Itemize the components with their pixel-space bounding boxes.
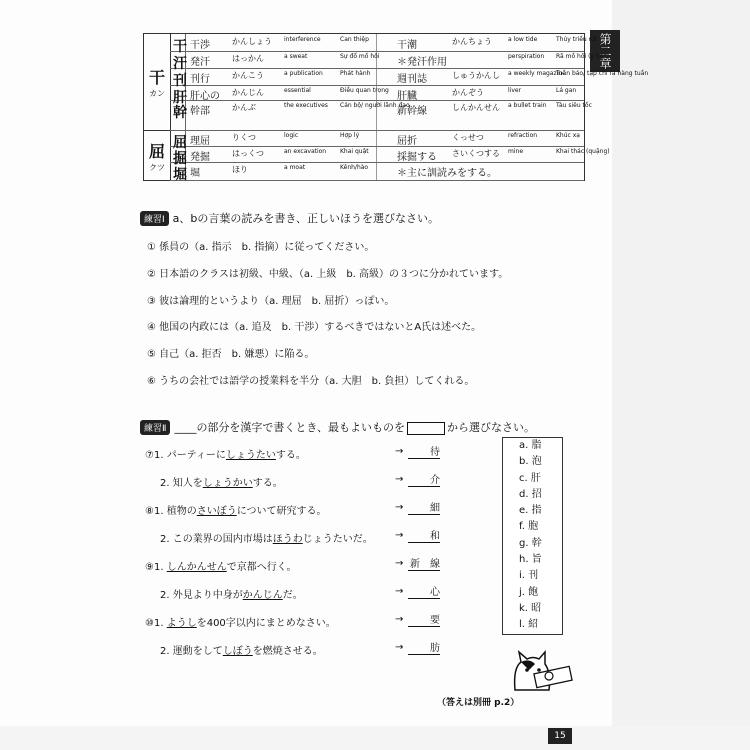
vocab-cell-v2: Thủy triều rút [556, 36, 598, 43]
vocab-cell-e: a moat [284, 164, 306, 171]
answer-blank[interactable]: 待 [408, 443, 440, 459]
ex1-instruction: a、bの言葉の読みを書き、正しいほうを選びなさい。 [172, 212, 439, 225]
group-kutsu [144, 130, 171, 181]
chapter-tab: 第二章 [590, 30, 620, 72]
ex2-instruction-a: ____の部分を漢字で書くとき、最もよいものを [174, 421, 405, 434]
cat-mascot-icon [505, 640, 575, 695]
vocab-cell-v: Kênh/hào [340, 164, 369, 171]
vocab-cell-v2: Rã mồ hôi (y học) [556, 53, 610, 60]
vocab-cell-w2: ＊主に訓読みをする。 [397, 168, 497, 179]
ex2-item-u: しょうかい [202, 478, 253, 489]
choice-item: f. 胞 [519, 521, 539, 533]
vocab-cell-w2: 肝臓 [397, 91, 417, 102]
vocab-cell-v: Sự đổ mồ hôi [340, 53, 380, 60]
answer-blank[interactable]: 介 [408, 471, 440, 487]
ex2-item-post: を燃焼させる。 [252, 646, 323, 657]
vocab-cell-w2: 新幹線 [397, 106, 427, 117]
choice-item: d. 招 [519, 488, 542, 500]
ex2-item [145, 614, 336, 629]
answer-blank[interactable]: 新 線 [408, 555, 440, 571]
vocab-cell-k: 干 [173, 39, 187, 55]
vocab-row [170, 162, 584, 181]
arrow-icon: → [395, 586, 404, 597]
vocab-cell-r2: しんかんせん [452, 103, 500, 112]
group-kan [144, 34, 171, 130]
arrow-icon: → [395, 642, 404, 653]
vocab-cell-w2: 干潮 [397, 40, 417, 51]
vocab-cell-w2: 採掘する [397, 152, 437, 163]
arrow-icon: → [395, 474, 404, 485]
choice-item: h. 旨 [519, 554, 542, 566]
vocab-row [170, 51, 610, 72]
ex2-item [160, 530, 373, 545]
vocab-cell-k: 屈 [173, 135, 187, 151]
ex2-item [145, 446, 306, 461]
choice-item: e. 指 [519, 505, 542, 517]
group-kanji: 干 [148, 68, 165, 87]
vocab-cell-e: an excavation [284, 148, 327, 155]
choice-item: g. 幹 [519, 537, 542, 549]
choice-item: l. 紹 [519, 619, 539, 631]
choice-item: a. 脂 [519, 440, 542, 451]
choice-item: i. 刊 [519, 570, 539, 582]
vocab-cell-w: 発汗 [190, 57, 210, 68]
ex2-item [145, 502, 327, 517]
ex2-item-post: で京都へ行く。 [226, 562, 297, 573]
ex2-item-pre: 1. [153, 562, 167, 573]
ex2-item-u: しょうたい [225, 450, 276, 461]
vocab-cell-e: interference [284, 36, 321, 43]
answer-blank[interactable]: 肪 [408, 639, 440, 655]
vocab-cell-r: かんこう [232, 71, 264, 80]
vocab-cell-w2: ＊発汗作用 [397, 57, 447, 68]
vocab-cell-e: the executives [284, 102, 328, 109]
vocab-cell-e: logic [284, 132, 299, 139]
choice-item: j. 飽 [519, 586, 539, 598]
answer-blank[interactable]: 和 [408, 527, 440, 543]
ex2-instruction-b: から選びなさい。 [447, 421, 535, 434]
ex2-item-post: する。 [275, 450, 306, 461]
page-edge-right [612, 0, 750, 750]
vocab-cell-r2: くっせつ [452, 133, 484, 142]
ex2-item [160, 586, 303, 601]
vocab-cell-r2: しゅうかんし [452, 71, 500, 80]
vocab-cell-r2: かんちょう [452, 37, 492, 46]
group-reading: クツ [149, 163, 165, 172]
vocab-cell-r: はっかん [232, 54, 264, 63]
ex1-item: ① 係員の（a. 指示 b. 指摘）に従ってください。 [147, 242, 375, 253]
ex2-item-num: ⑩ [145, 618, 154, 629]
vocab-cell-w: 堀 [190, 168, 200, 179]
vocab-cell-v2: Khúc xạ [556, 132, 580, 139]
arrow-icon: → [395, 446, 404, 457]
vocab-cell-r: かんしょう [232, 37, 272, 46]
vocab-cell-r: りくつ [232, 133, 256, 142]
vocab-cell-w: 刊行 [190, 74, 210, 85]
ex1-badge: 練習Ⅰ [140, 211, 169, 226]
ex2-item-post: だ。 [282, 590, 303, 601]
vocab-cell-r2: かんぞう [452, 88, 484, 97]
vocab-cell-k: 汗 [173, 56, 187, 72]
vocab-cell-e2: perspiration [508, 53, 545, 60]
ex2-item-u: ほうわ [272, 534, 303, 545]
vocab-row [170, 68, 649, 89]
arrow-icon: → [395, 614, 404, 625]
vocab-cell-v: Cán bộ/ người lãnh đạo [340, 102, 410, 109]
ex2-item [160, 474, 283, 489]
ex2-item-num: ⑨ [145, 562, 154, 573]
vocab-cell-k: 刊 [173, 73, 187, 89]
vocab-row [170, 130, 584, 151]
ex2-item-pre: 1. 植物の [153, 506, 197, 517]
ex1-item: ② 日本語のクラスは初級、中級、（a. 上級 b. 高級）の３つに分かれています。 [147, 269, 509, 280]
vocab-cell-e2: mine [508, 148, 524, 155]
vocab-cell-w: 干渉 [190, 40, 210, 51]
vocab-cell-w: 幹部 [190, 106, 210, 117]
choice-item: c. 肝 [519, 472, 541, 484]
arrow-icon: → [395, 558, 404, 569]
vocab-cell-v2: Lá gan [556, 87, 577, 94]
vocab-cell-r: はっくつ [232, 149, 264, 158]
ex2-item-pre: 2. 運動をして [160, 646, 223, 657]
answer-blank[interactable]: 要 [408, 611, 440, 627]
vocab-cell-k: 幹 [173, 105, 187, 121]
vocab-cell-w: 肝心の [190, 91, 220, 102]
ex2-item-u: かんじん [242, 590, 283, 601]
vocab-cell-r: かんじん [232, 88, 264, 97]
vocab-cell-e2: a low tide [508, 36, 538, 43]
ex2-item-post: について研究する。 [236, 506, 327, 517]
ex2-item-u: しぼう [222, 646, 253, 657]
vocab-row [170, 100, 592, 131]
answer-blank[interactable]: 心 [408, 583, 440, 599]
vocab-cell-e2: refraction [508, 132, 538, 139]
vocab-cell-e2: a bullet train [508, 102, 547, 109]
arrow-icon: → [395, 530, 404, 541]
vocab-cell-w: 発掘 [190, 152, 210, 163]
vocab-cell-e2: liver [508, 87, 522, 94]
ex2-item-u: さいぼう [196, 506, 237, 517]
vocab-cell-r2: さいくつする [452, 149, 500, 158]
vocab-cell-w2: 週刊誌 [397, 74, 427, 85]
answer-blank[interactable]: 細 [408, 499, 440, 515]
ex2-item-pre: 1. [153, 618, 167, 629]
vocab-cell-v2: Tàu siêu tốc [556, 102, 592, 109]
ex2-item-num: ⑦ [145, 450, 154, 461]
ex2-item-pre: 2. この業界の国内市場は [160, 534, 273, 545]
ex2-header [140, 419, 535, 435]
vocab-cell-v2: Tuần báo/ tạp chí ra hàng tuần [556, 70, 649, 77]
ex2-item-post: する。 [252, 478, 283, 489]
vocab-cell-v2: Khai thác (quặng) [556, 148, 610, 155]
answer-note: （答えは別冊 p.2） [437, 698, 520, 708]
ex2-item-pre: 2. 知人を [160, 478, 203, 489]
ex1-item: ③ 彼は論理的というより（a. 理屈 b. 屈折）っぽい。 [147, 296, 395, 307]
vocab-cell-w2: 屈折 [397, 136, 417, 147]
vocab-cell-v: Khai quật [340, 148, 369, 155]
ex2-item-u: しんかんせん [166, 562, 227, 573]
ex1-item: ⑥ うちの会社では語学の授業料を半分（a. 大胆 b. 負担）してくれる。 [147, 376, 475, 387]
ex2-item-pre: 2. 外見より中身が [160, 590, 243, 601]
vocab-row [170, 146, 610, 167]
vocab-cell-k: 肝 [173, 90, 187, 106]
choice-item: b. 泡 [519, 456, 542, 468]
ex2-item-num: ⑧ [145, 506, 154, 517]
ex2-item-post: を400字以内にまとめなさい。 [196, 618, 336, 629]
group-kanji: 屈 [148, 142, 165, 161]
vocab-cell-e2: a weekly magazine [508, 70, 566, 77]
ex1-item: ⑤ 自己（a. 拒否 b. 嫌悪）に陥る。 [147, 349, 315, 360]
vocab-cell-v: Can thiệp [340, 36, 369, 43]
group-reading: カン [149, 89, 165, 98]
choice-item: k. 昭 [519, 602, 542, 614]
ex2-badge: 練習Ⅱ [140, 420, 170, 435]
ex1-item: ④ 他国の内政には（a. 追及 b. 干渉）するべきではないとA氏は述べた。 [147, 322, 482, 333]
vocab-cell-e: a publication [284, 70, 323, 77]
vocab-cell-v: Phát hành [340, 70, 371, 77]
vocab-cell-v: Hợp lý [340, 132, 360, 139]
vocab-row [170, 34, 598, 55]
ex2-item [145, 558, 297, 573]
vocab-cell-r: かんぶ [232, 103, 256, 112]
ex1-header [140, 210, 439, 226]
page-edge-bottom [0, 726, 750, 750]
vocab-cell-k: 堀 [173, 167, 187, 183]
choice-list [502, 437, 563, 635]
vocab-cell-v: Điều quan trọng [340, 87, 389, 94]
ex2-item-post: じょうたいだ。 [302, 534, 373, 545]
vocab-cell-r: ほり [232, 165, 248, 174]
vocab-cell-w: 理屈 [190, 136, 210, 147]
vocab-cell-e: a sweat [284, 53, 308, 60]
ex2-item [160, 642, 323, 657]
ex2-item-u: ようし [166, 618, 197, 629]
ex2-item-pre: 1. パーティーに [153, 450, 226, 461]
page-number: 15 [548, 728, 572, 744]
vocab-cell-k: 掘 [173, 151, 187, 167]
vocab-cell-e: essential [284, 87, 311, 94]
choice-box-symbol [407, 422, 445, 435]
arrow-icon: → [395, 502, 404, 513]
